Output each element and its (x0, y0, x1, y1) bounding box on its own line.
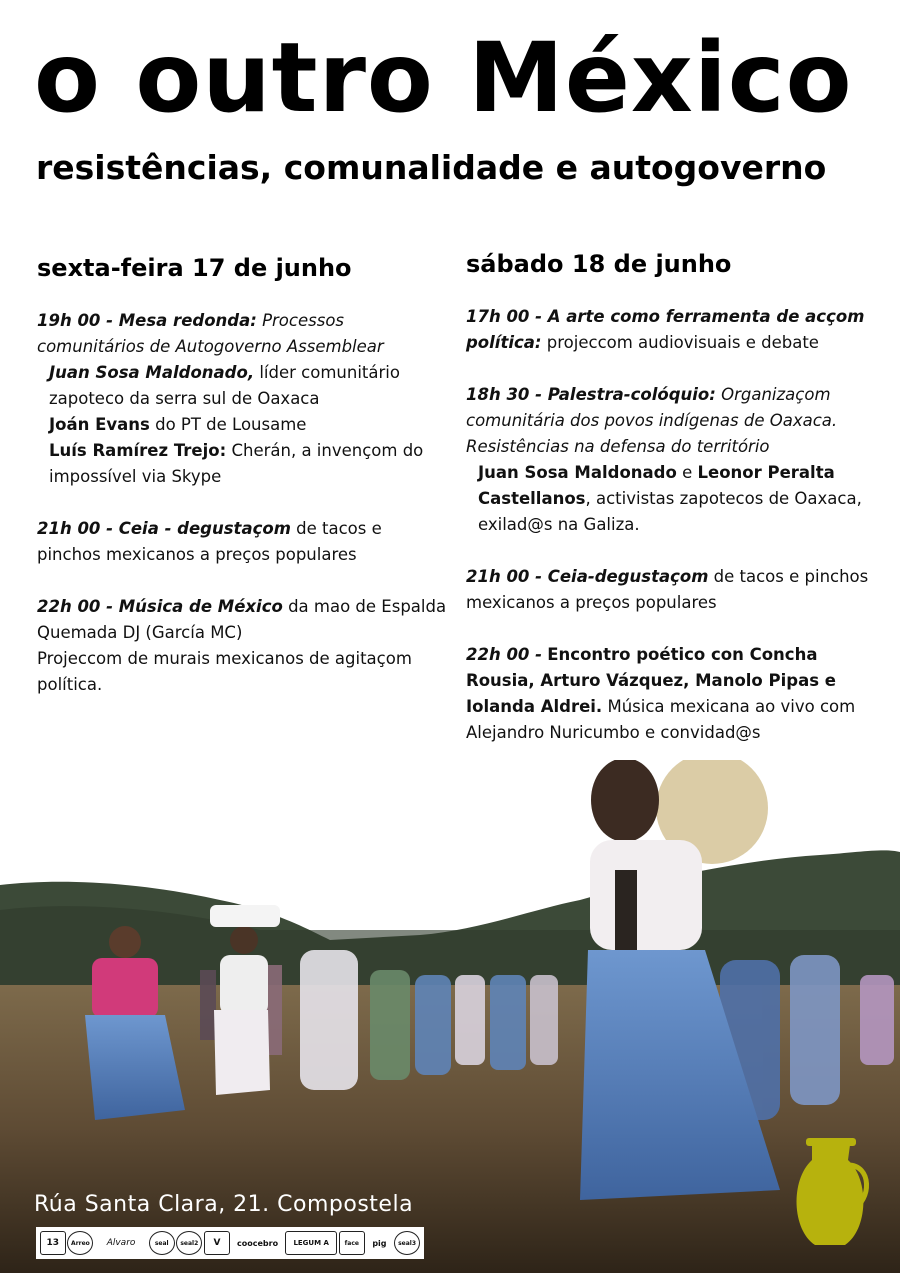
friday-event-1 (37, 308, 447, 490)
sponsor-logo-13: 13 (40, 1231, 66, 1255)
venue-address: Rúa Santa Clara, 21. Compostela (34, 1192, 414, 1217)
sponsor-logo-coocebro: coocebro (237, 1238, 279, 1248)
sponsor-logos-strip (36, 1227, 424, 1259)
saturday-heading: sábado 18 de junho (466, 250, 732, 278)
event-time-title: 17h 00 - A arte como ferramenta de acçom política: (466, 307, 865, 352)
sponsor-logo-v: V (204, 1231, 230, 1255)
conjunction: e (682, 463, 693, 482)
event-desc: Música mexicana ao vivo com Alejandro Nuricumbo e convidad@s (466, 697, 856, 742)
event-time-title: 21h 00 - Ceia-degustaçom (466, 567, 709, 586)
event-time-title: 22h 00 - (466, 645, 543, 664)
saturday-event-1 (466, 304, 876, 356)
sponsor-logo-arreo: Arreo (67, 1231, 93, 1255)
speaker-desc: do PT de Lousame (155, 415, 307, 434)
speaker-desc: Cherán, a invençom do impossível via Skype (49, 441, 424, 486)
friday-event-2 (37, 516, 447, 568)
poster-subtitle: resistências, comunalidade e autogoverno (36, 148, 827, 187)
event-topic: Processos comunitários de Autogoverno Assemblear (37, 311, 384, 356)
speaker-name: Juan Sosa Maldonado, (49, 363, 255, 382)
speaker-name: Joán Evans (49, 415, 150, 434)
event-time-title: 22h 00 - Música de México (37, 597, 283, 616)
saturday-event-4 (466, 642, 876, 746)
speaker-desc: , activistas zapotecos de Oaxaca, exilad@s na Galiza. (478, 489, 862, 534)
event-time-title: 21h 00 - Ceia - degustaçom (37, 519, 291, 538)
sponsor-logo-face: face (339, 1231, 365, 1255)
sponsor-logo-seal-3: seal3 (394, 1231, 420, 1255)
speaker-name: Leonor Peralta Castellanos (478, 463, 835, 508)
sponsor-logo-seal: seal (149, 1231, 175, 1255)
friday-heading: sexta-feira 17 de junho (37, 254, 352, 282)
saturday-event-3 (466, 564, 876, 616)
event-desc: da mao de Espalda Quemada DJ (García MC) (37, 597, 447, 642)
event-time-title: 19h 00 - Mesa redonda: (37, 311, 257, 330)
saturday-column (466, 244, 876, 772)
event-time-title: 18h 30 - Palestra-colóquio: (466, 385, 716, 404)
sponsor-logo-alvaro: Alvaro (106, 1238, 136, 1248)
saturday-event-2 (466, 382, 876, 538)
pig-icon: pig (372, 1238, 387, 1248)
event-extra: Projeccom de murais mexicanos de agitaçom política. (37, 649, 412, 694)
sponsor-logo-legum: LEGUM A (285, 1231, 337, 1255)
event-desc: projeccom audiovisuais e debate (546, 333, 819, 352)
event-desc: de tacos e pinchos mexicanos a preços populares (466, 567, 869, 612)
speaker-desc: líder comunitário zapoteco da serra sul de Oaxaca (49, 363, 400, 408)
sponsor-logo-seal-2: seal2 (176, 1231, 202, 1255)
speaker-name: Juan Sosa Maldonado (478, 463, 677, 482)
event-guests: Encontro poético con Concha Rousia, Arturo Vázquez, Manolo Pipas e Iolanda Aldrei. (466, 645, 836, 716)
event-topic: Organizaçom comunitária dos povos indígenas de Oaxaca. Resistências na defensa do território (466, 385, 838, 456)
poster-title: o outro México (34, 22, 853, 134)
event-desc: de tacos e pinchos mexicanos a preços populares (37, 519, 382, 564)
speaker-name: Luís Ramírez Trejo: (49, 441, 227, 460)
friday-event-3 (37, 594, 447, 698)
friday-column (37, 248, 447, 724)
